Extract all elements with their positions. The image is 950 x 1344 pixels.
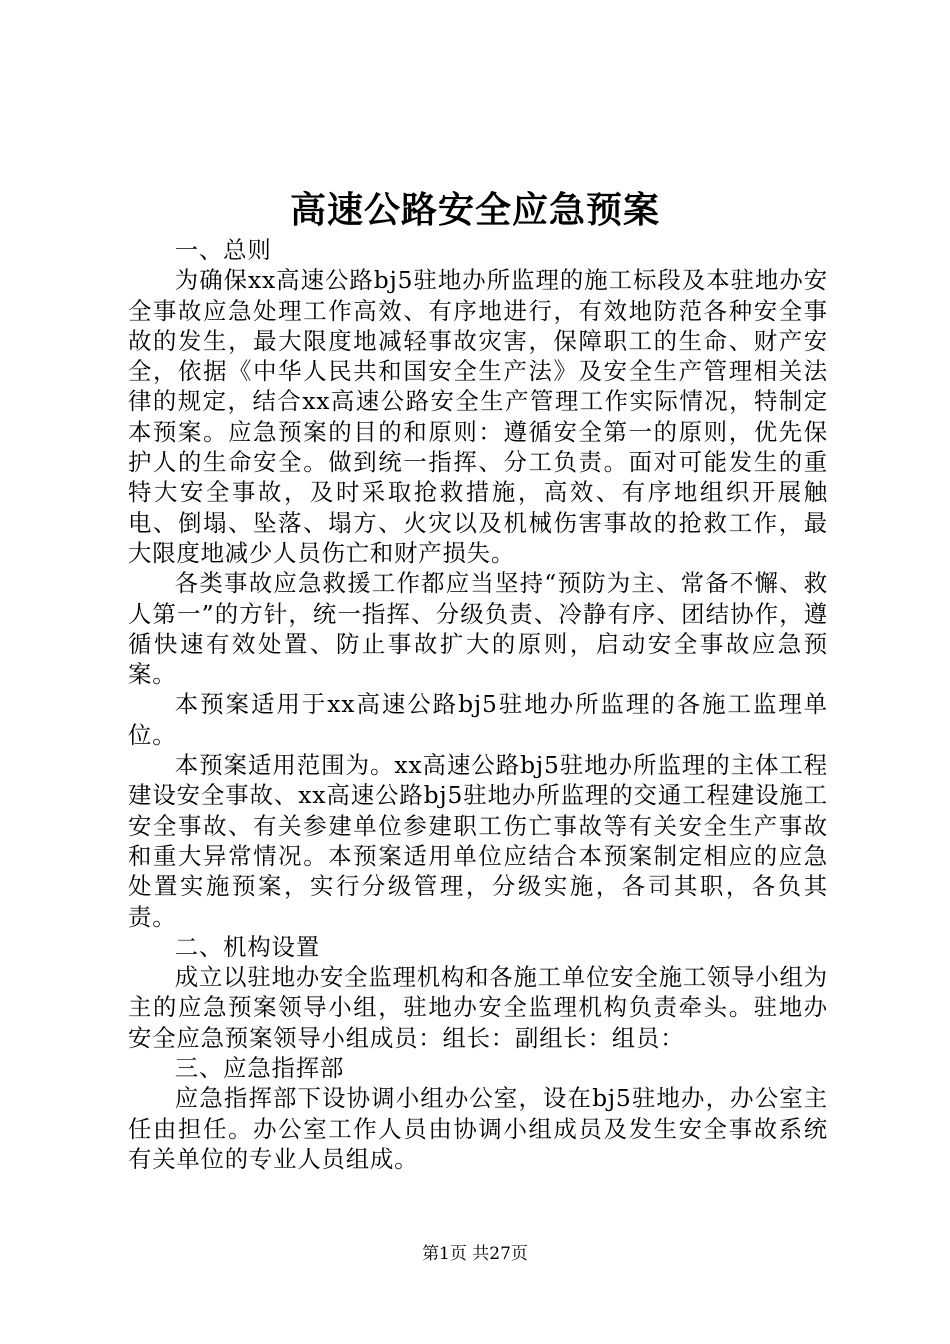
document-body (128, 235, 828, 1174)
body-paragraph: 本预案适用范围为。xx高速公路bj5驻地办所监理的主体工程建设安全事故、xx高速公路bj5驻地办所监理的交通工程建设施工安全事故、有关参建单位参建职工伤亡事故等有关安全生产事故和重大异常情况。本预案适用单位应结合本预案制定相应的应急处置实施预案，实行分级管理，分级实施，各司其职，各负其责。 (128, 751, 828, 931)
body-paragraph: 各类事故应急救援工作都应当坚持“预防为主、常备不懈、救人第一”的方针，统一指挥、分级负责、冷静有序、团结协作，遵循快速有效处置、防止事故扩大的原则，启动安全事故应急预案。 (128, 569, 828, 689)
page-number-footer: 第1页 共27页 (422, 1244, 528, 1264)
section-heading-organization: 二、机构设置 (174, 932, 320, 961)
body-paragraph: 为确保xx高速公路bj5驻地办所监理的施工标段及本驻地办安全事故应急处理工作高效、有序地进行，有效地防范各种安全事故的发生，最大限度地减轻事故灾害，保障职工的生命、财产安全，依据《中华人民共和国安全生产法》及安全生产管理相关法律的规定，结合xx高速公路安全生产管理工作实际情况，特制定本预案。应急预案的目的和原则：遵循安全第一的原则，优先保护人的生命安全。做到统一指挥、分工负责。面对可能发生的重特大安全事故，及时采取抢救措施，高效、有序地组织开展触电、倒塌、坠落、塌方、火灾以及机械伤害事故的抢救工作，最大限度地减少人员伤亡和财产损失。 (128, 266, 828, 567)
body-paragraph: 本预案适用于xx高速公路bj5驻地办所监理的各施工监理单位。 (128, 690, 828, 749)
section-heading-command: 三、应急指挥部 (174, 1054, 345, 1083)
document-title: 高速公路安全应急预案 (289, 189, 660, 231)
section-heading-general: 一、总则 (174, 236, 272, 264)
body-paragraph: 成立以驻地办安全监理机构和各施工单位安全施工领导小组为主的应急预案领导小组，驻地办安全监理机构负责牵头。驻地办安全应急预案领导小组成员：组长：副组长：组员： (128, 963, 828, 1052)
body-paragraph: 应急指挥部下设协调小组办公室，设在bj5驻地办，办公室主任由担任。办公室工作人员由协调小组成员及发生安全事故系统有关单位的专业人员组成。 (128, 1084, 828, 1173)
